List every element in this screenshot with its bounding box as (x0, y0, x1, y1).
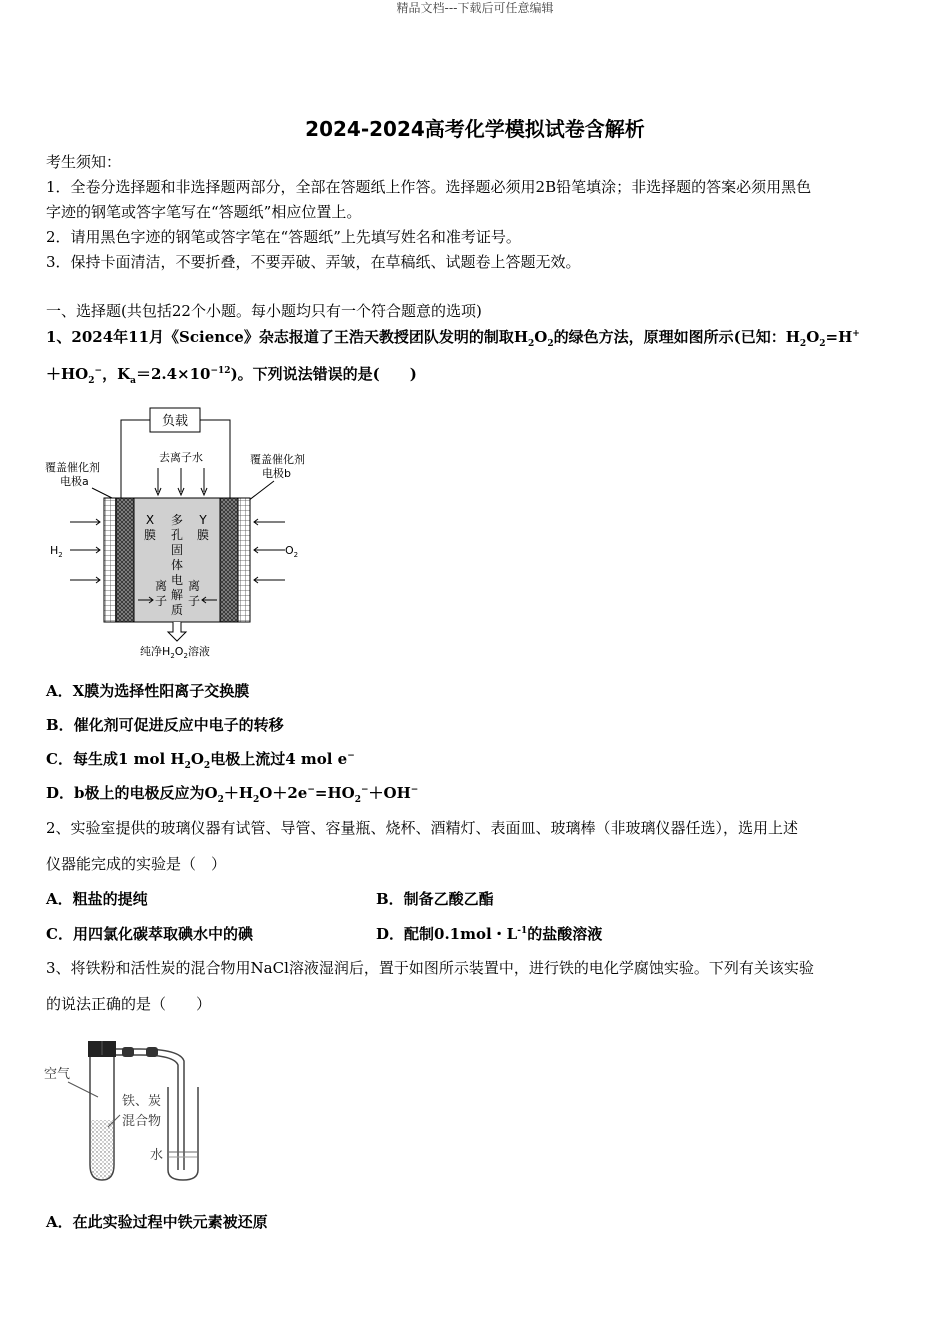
svg-text:电: 电 (170, 573, 184, 587)
ion-left-label: 离 (154, 579, 168, 593)
electrode-b-outer (238, 498, 250, 622)
page-header: 精品文档---下载后可任意编辑 (396, 1, 554, 15)
water-label: 去离子水 (159, 451, 203, 464)
water-arrows (158, 468, 204, 492)
iron-carbon-mixture (91, 1120, 113, 1179)
electrode-a-outer (104, 498, 116, 622)
q2-stem-line2: 仪器能完成的实验是（ ） (46, 855, 227, 873)
svg-text:膜: 膜 (196, 528, 210, 542)
q1-option-c: C．每生成1 mol $H_2O_2$电极上流过4 mol e− (46, 750, 355, 771)
y-membrane-label: Y (199, 513, 207, 527)
q2-option-b: B．制备乙酸乙酯 (376, 890, 494, 908)
electrode-b-catalyst (220, 498, 238, 622)
svg-text:孔: 孔 (170, 528, 184, 542)
electrode-a-catalyst (116, 498, 134, 622)
svg-text:质: 质 (170, 603, 184, 617)
o2-label: $O_2$ (285, 544, 299, 559)
mixture-label-1: 铁、炭 (122, 1094, 162, 1109)
electrode-b-label-1: 覆盖催化剂 (250, 453, 305, 466)
tube-joint-2 (146, 1047, 158, 1057)
air-pointer (68, 1082, 98, 1097)
document-title: 2024-2024高考化学模拟试卷含解析 (305, 117, 645, 141)
notice-item-3: 3．保持卡面清洁，不要折叠，不要弄破、弄皱，在草稿纸、试题卷上答题无效。 (46, 253, 581, 271)
h2-inlet-arrows (70, 519, 100, 583)
iron-corrosion-apparatus-figure (40, 1035, 230, 1190)
electrode-b-label-2: 电极b (262, 467, 291, 480)
q2-stem-line1: 2、实验室提供的玻璃仪器有试管、导管、容量瓶、烧杯、酒精灯、表面皿、玻璃棒（非玻璃仪器任选），选用上述 (46, 819, 799, 837)
ion-right-label: 离 (187, 579, 201, 593)
electrode-a-label-1: 覆盖催化剂 (45, 461, 100, 474)
svg-text:固: 固 (170, 543, 184, 557)
notice-item-1: 1．全卷分选择题和非选择题两部分，全部在答题纸上作答。选择题必须用2B铅笔填涂；非选择题的答案必须用黑色 (46, 178, 812, 196)
air-label: 空气 (44, 1067, 71, 1082)
svg-text:子: 子 (154, 594, 168, 608)
mixture-label-2: 混合物 (122, 1114, 162, 1129)
q3-stem-line1: 3、将铁粉和活性炭的混合物用NaCl溶液湿润后，置于如图所示装置中，进行铁的电化学腐蚀实验。下列有关该实验 (46, 959, 814, 977)
notice-item-2: 2．请用黑色字迹的钢笔或答字笔在“答题纸”上先填写姓名和准考证号。 (46, 228, 521, 246)
load-label: 负载 (161, 414, 189, 429)
notice-item-1-cont: 字迹的钢笔或答字笔写在“答题纸”相应位置上。 (46, 203, 362, 221)
q2-option-c: C．用四氯化碳萃取碘水中的碘 (46, 925, 253, 943)
svg-text:多: 多 (170, 513, 184, 527)
svg-text:膜: 膜 (143, 528, 157, 542)
svg-text:解: 解 (170, 588, 184, 602)
svg-text:子: 子 (187, 594, 201, 608)
product-outlet-arrow (168, 622, 186, 641)
q3-stem-line2: 的说法正确的是（ ） (46, 995, 212, 1013)
electrolyte-label (171, 513, 183, 617)
h2-label: $H_2$ (50, 544, 63, 559)
q1-stem-line1: 1、2024年11月《Science》杂志报道了王浩天教授团队发明的制取$H_2O_2$的绿色方法，原理如图所示(已知：$H_2O_2=H^+$ (46, 328, 860, 349)
water-label: 水 (150, 1148, 164, 1163)
q1-option-b: B．催化剂可促进反应中电子的转移 (46, 716, 284, 734)
q2-option-a: A．粗盐的提纯 (46, 890, 148, 908)
notice-heading: 考生须知： (46, 153, 122, 171)
water-container (168, 1087, 198, 1180)
svg-text:体: 体 (170, 558, 184, 572)
electrode-a-label-2: 电极a (60, 475, 89, 488)
q1-stem-line2: $+HO_2^-$，$K_a=2.4\times 10^{-12}$)。下列说法错误的是( ) (46, 365, 417, 386)
q1-option-a: A．X膜为选择性阳离子交换膜 (46, 682, 250, 700)
x-membrane-label: X (145, 513, 155, 527)
tube-joint-1 (122, 1047, 134, 1057)
electrolysis-cell-figure (40, 400, 330, 665)
q2-option-d: D．配制0.1mol・$L^{-1}$的盐酸溶液 (376, 925, 603, 943)
product-label: 纯净$H_2O_2$溶液 (140, 645, 210, 660)
o2-inlet-arrows (254, 519, 285, 583)
q3-option-a: A．在此实验过程中铁元素被还原 (46, 1213, 268, 1231)
section-heading: 一、选择题(共包括22个小题。每小题均只有一个符合题意的选项) (46, 302, 482, 320)
q1-option-d: D．b极上的电极反应为$O_2+H_2O+2e^-=HO_2^-+OH^-$ (46, 784, 419, 805)
